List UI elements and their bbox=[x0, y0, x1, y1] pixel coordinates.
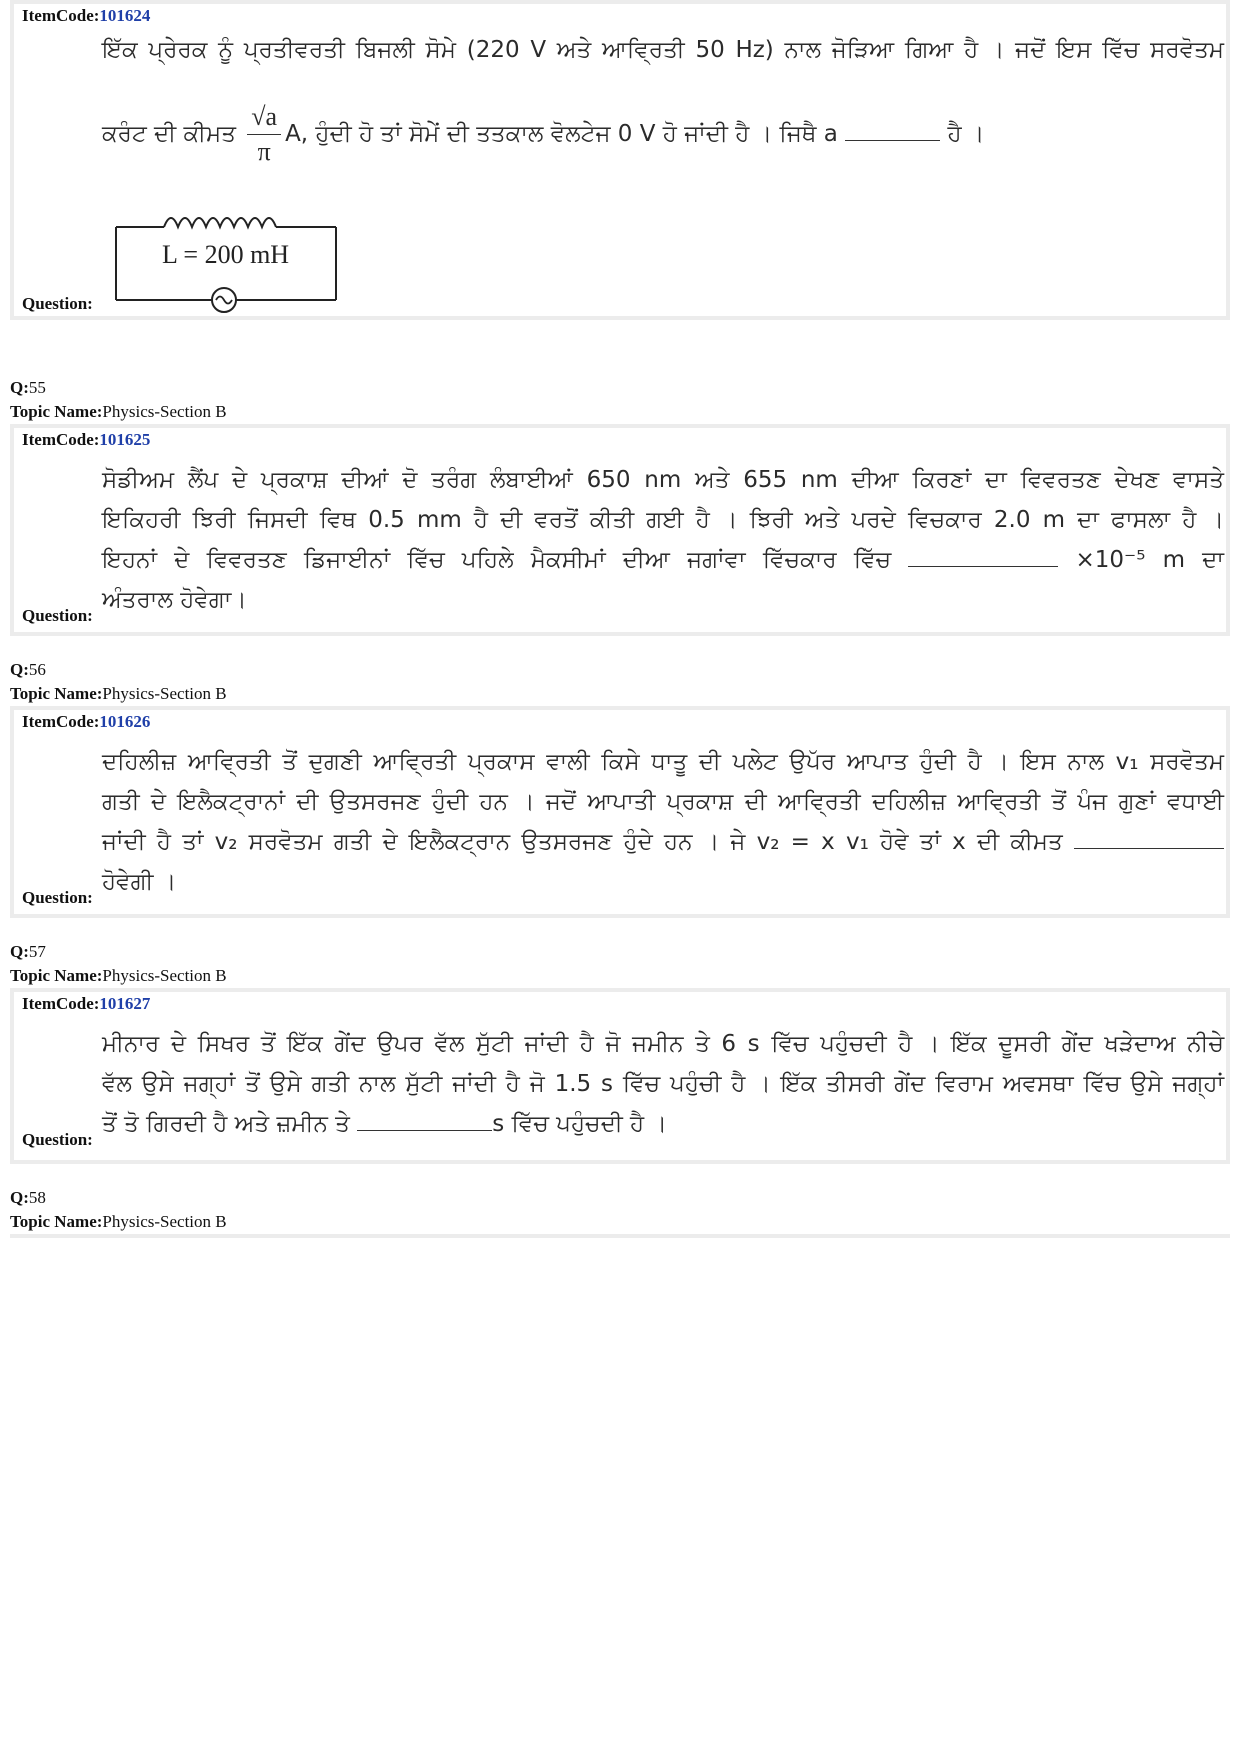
question-text-line2: ਕਰੰਟ ਦੀ ਕੀਮਤ $\frac{√a}{\pi}$ A, ਹੁੰਦੀ ਹੋ ਤਾਂ ਸੋਮੇਂ ਦੀ ਤਤਕਾਲ ਵੋਲਟੇਜ 0 V ਹੋ ਜਾਂਦੀ ਹੈ । ਜਿਥੈ a ਹੈ । bbox=[102, 100, 1102, 169]
question-label: Question: bbox=[22, 294, 93, 313]
item-code: ItemCode:101627 bbox=[22, 994, 151, 1013]
inductor-coil bbox=[164, 218, 276, 227]
question-card-101626 bbox=[10, 706, 1230, 918]
topic-name: Topic Name:Physics-Section B bbox=[10, 1212, 227, 1231]
question-number: Q:58 bbox=[10, 1188, 46, 1207]
item-code: ItemCode:101626 bbox=[22, 712, 151, 731]
question-label: Question: bbox=[22, 1130, 93, 1149]
question-label: Question: bbox=[22, 888, 93, 907]
item-code: ItemCode:101625 bbox=[22, 430, 151, 449]
question-text: ਇੱਕ ਪ੍ਰੇਰਕ ਨੂੰ ਪ੍ਰਤੀਵਰਤੀ ਬਿਜਲੀ ਸੋਮੇ (220 V ਅਤੇ ਆਵ੍ਰਿਤੀ 50 Hz) ਨਾਲ ਜੋੜਿਆ ਗਿਆ ਹੈ । ਜਦੋਂ ਇਸ ਵਿੱਚ ਸਰਵੋਤਮ bbox=[102, 37, 1224, 63]
question-card-101624 bbox=[10, 0, 1230, 320]
card-top-border bbox=[10, 1234, 1230, 1238]
question-number: Q:57 bbox=[10, 942, 46, 961]
question-number: Q:56 bbox=[10, 660, 46, 679]
current-fraction: $\frac{√a}{\pi}$ bbox=[247, 100, 281, 169]
question-card-101627 bbox=[10, 988, 1230, 1164]
item-code: ItemCode:101624 bbox=[22, 6, 151, 25]
question-card-101625 bbox=[10, 424, 1230, 636]
topic-name: Topic Name:Physics-Section B bbox=[10, 402, 227, 421]
circuit-label: L = 200 mH bbox=[162, 240, 290, 269]
topic-name: Topic Name:Physics-Section B bbox=[10, 966, 227, 985]
question-text: ਸੋਡੀਅਮ ਲੈਂਪ ਦੇ ਪ੍ਰਕਾਸ਼ ਦੀਆਂ ਦੋ ਤਰੰਗ ਲੰਬਾਈਆਂ 650 nm ਅਤੇ 655 nm ਦੀਆ ਕਿਰਣਾਂ ਦਾ ਵਿਵਰਤਣ ਦੇਖਣ ਵਾਸਤੇ ਇਕਿਹਰੀ ਝਿਰੀ ਜਿਸਦੀ ਵਿਥ 0.5 mm ਹੈ ਦੀ ਵਰਤੋਂ ਕੀਤੀ ਗਈ ਹੈ । ਝਿਰੀ ਅਤੇ ਪਰਦੇ ਵਿਚਕਾਰ 2.0 m ਦਾ ਫਾਸਲਾ ਹੈ । ਇਹਨਾਂ ਦੇ ਵਿਵਰਤਣ ਡਿਜਾਈਨਾਂ ਵਿੱਚ ਪਹਿਲੇ ਮੈਕਸੀਮਾਂ ਦੀਆ ਜਗਾਂਵਾ ਵਿੱਚਕਾਰ ਵਿੱਚ ×10⁻⁵ m ਦਾ ਅੰਤਰਾਲ ਹੋਵੇਗਾ। bbox=[102, 467, 1224, 613]
question-number: Q:55 bbox=[10, 378, 46, 397]
question-label: Question: bbox=[22, 606, 93, 625]
question-text: ਦਹਿਲੀਜ਼ ਆਵ੍ਰਿਤੀ ਤੋਂ ਦੁਗਣੀ ਆਵ੍ਰਿਤੀ ਪ੍ਰਕਾਸ ਵਾਲੀ ਕਿਸੇ ਧਾਤੂ ਦੀ ਪਲੇਟ ਉਪੱਰ ਆਪਾਤ ਹੁੰਦੀ ਹੈ । ਇਸ ਨਾਲ v₁ ਸਰਵੋਤਮ ਗਤੀ ਦੇ ਇਲੈਕਟ੍ਰਾਨਾਂ ਦੀ ਉਤਸਰਜਣ ਹੁੰਦੀ ਹਨ । ਜਦੋਂ ਆਪਾਤੀ ਪ੍ਰਕਾਸ਼ ਦੀ ਆਵ੍ਰਿਤੀ ਦਹਿਲੀਜ਼ ਆਵ੍ਰਿਤੀ ਤੋਂ ਪੰਜ ਗੁਣਾਂ ਵਧਾਈ ਜਾਂਦੀ ਹੈ ਤਾਂ v₂ ਸਰਵੋਤਮ ਗਤੀ ਦੇ ਇਲੈਕਟ੍ਰਾਨ ਉਤਸਰਜਣ ਹੁੰਦੇ ਹਨ । ਜੇ v₂ = x v₁ ਹੋਵੇ ਤਾਂ x ਦੀ ਕੀਮਤ ਹੋਵੇਗੀ । bbox=[102, 749, 1224, 895]
question-text: ਮੀਨਾਰ ਦੇ ਸਿਖਰ ਤੋਂ ਇੱਕ ਗੇਂਦ ਉਪਰ ਵੱਲ ਸੁੱਟੀ ਜਾਂਦੀ ਹੈ ਜੋ ਜਮੀਨ ਤੇ 6 s ਵਿੱਚ ਪਹੁੰਚਦੀ ਹੈ । ਇੱਕ ਦੂਸਰੀ ਗੇਂਦ ਖੜੇਦਾਅ ਨੀਚੇ ਵੱਲ ਉਸੇ ਜਗ੍ਹਾਂ ਤੋਂ ਉਸੇ ਗਤੀ ਨਾਲ ਸੁੱਟੀ ਜਾਂਦੀ ਹੈ ਜੋ 1.5 s ਵਿੱਚ ਪਹੁੰਚੀ ਹੈ । ਇੱਕ ਤੀਸਰੀ ਗੇਂਦ ਵਿਰਾਮ ਅਵਸਥਾ ਵਿੱਚ ਉਸੇ ਜਗ੍ਹਾਂ ਤੋਂ ਤੋ ਗਿਰਦੀ ਹੈ ਅਤੇ ਜ਼ਮੀਨ ਤੇ s ਵਿੱਚ ਪਹੁੰਚਦੀ ਹੈ । bbox=[102, 1031, 1224, 1137]
topic-name: Topic Name:Physics-Section B bbox=[10, 684, 227, 703]
